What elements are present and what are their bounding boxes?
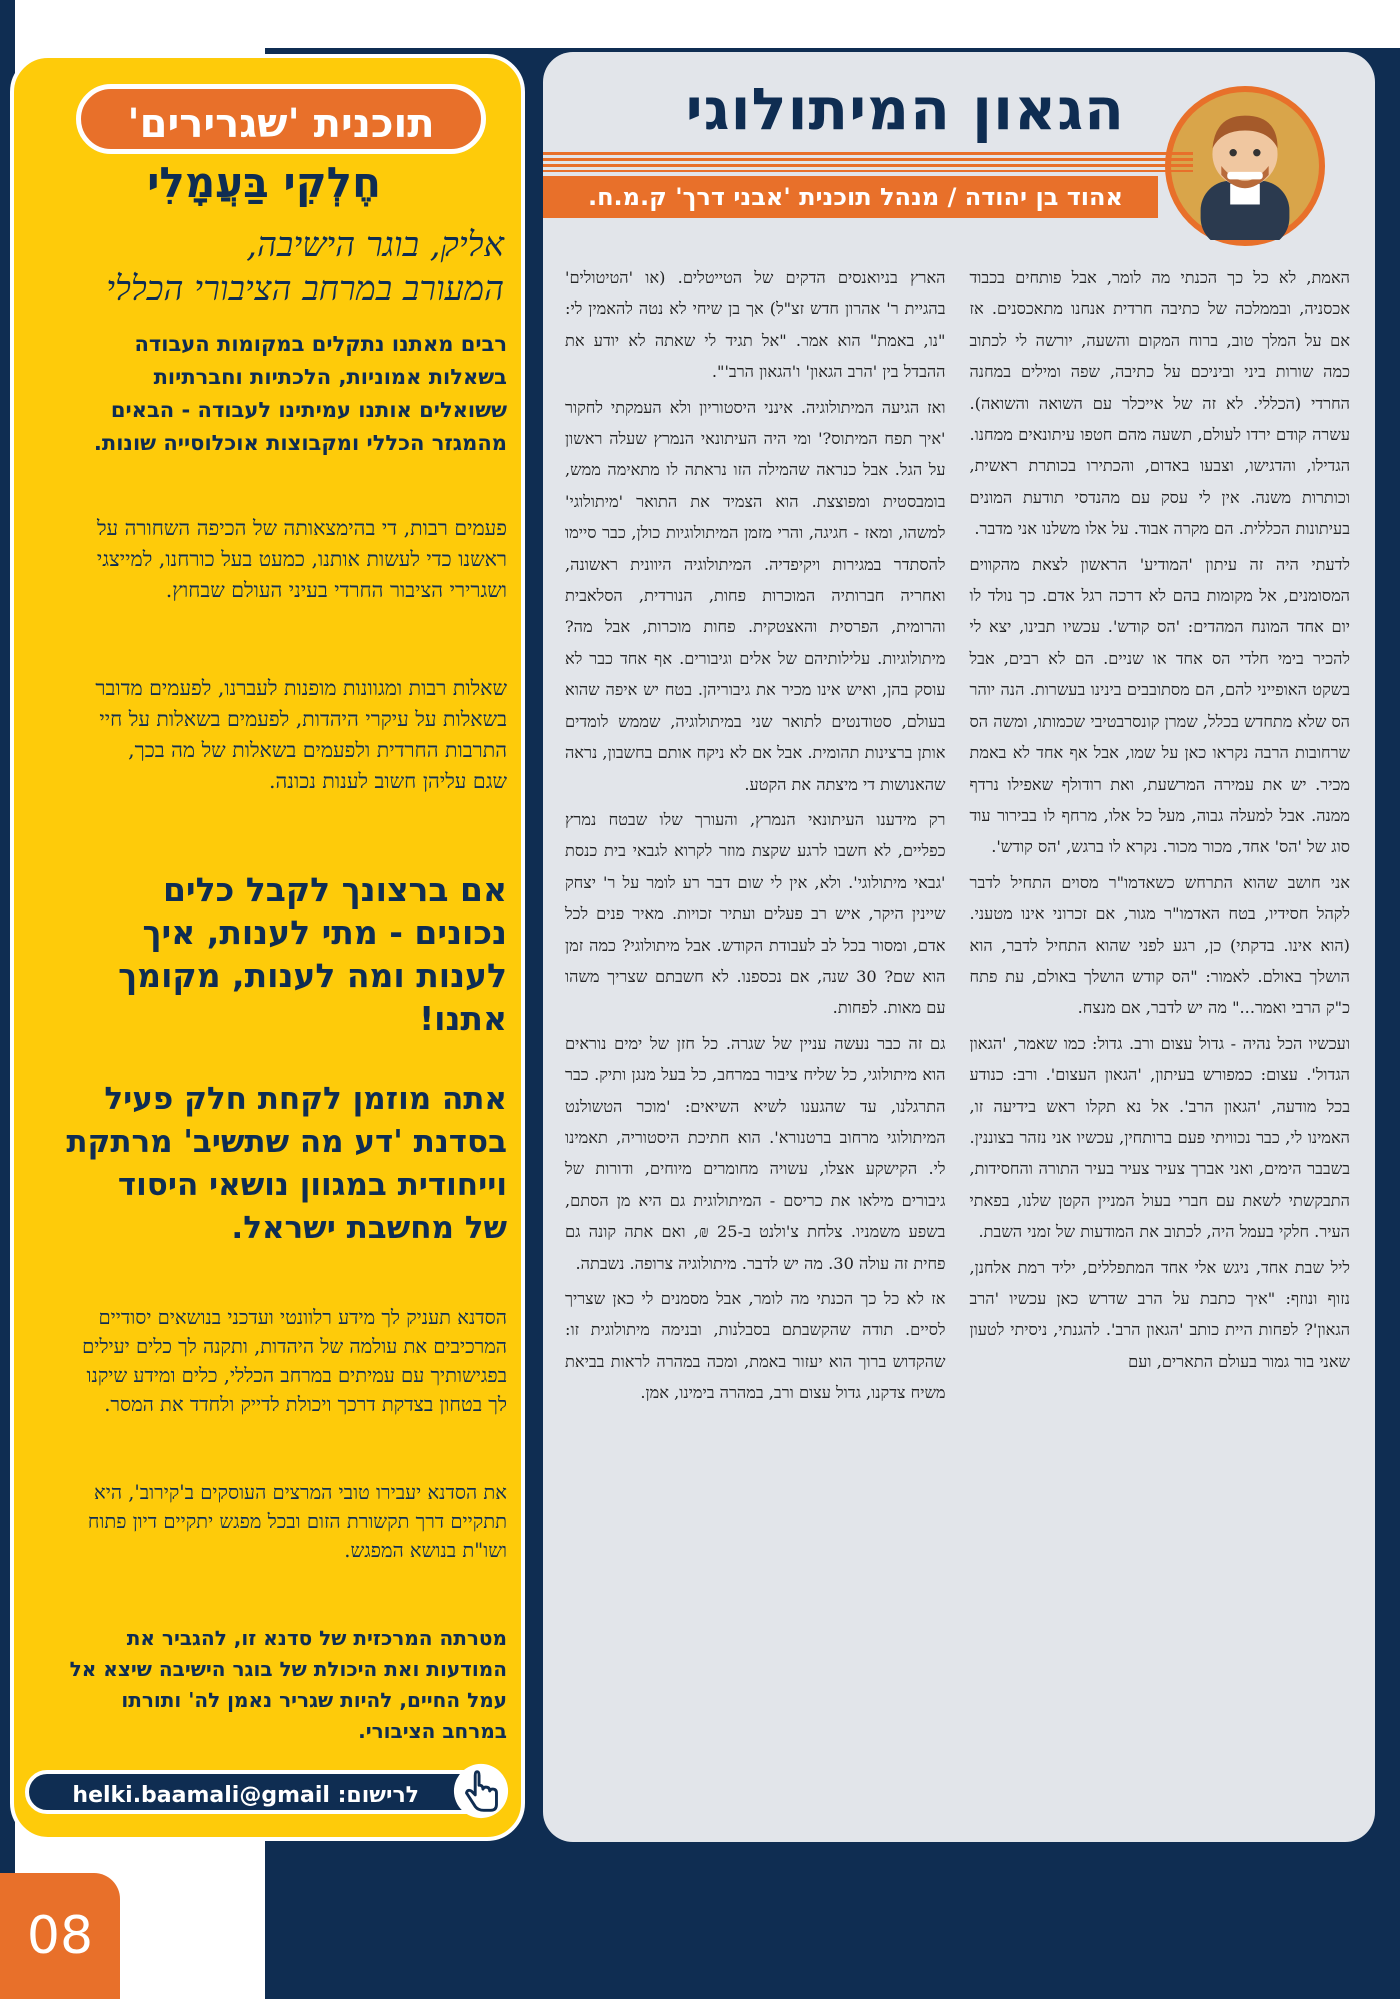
program-description: את הסדנא יעבירו טובי המרצים העוסקים ב'קירוב', היא תתקיים דרך תקשורת הזום ובכל מפגש יתקיים דיון פתוח ושו"ת בנושא המפגש. [87,1481,507,1562]
paragraph: ועכשיו הכל נהיה - גדול עצום ורב. גדול: כמו שאמר, 'הגאון הגדול'. עצום: כמפורש בעיתון, 'הגאון העצום'. ורב: כנודע בכל מודעה, 'הגאון הרב'. אל נא תקלו ראש בידיעה זו, האמינו לי, כבר נכוויתי פעם ברותחין, עכשיו אני נזהר בצוננין. בשבבר הימים, ואני אברך צעיר צעיר בעיר התורה והחסידות, התבקשתי לשאת עם חברי בעול המניין הקטן שלנו, בפאתי העיר. חלקי בעמל היה, לכתוב את המודעות של זמני השבת. [969,1033,1350,1242]
register-email-button[interactable]: לרישום: helki.baamali@gmail [25,1770,503,1814]
article-byline: אהוד בן יהודה / מנהל תוכנית 'אבני דרך' ק.מ.ח. [543,176,1158,218]
invitation-text: אתה מוזמן לקחת חלק פעיל בסדנת 'דע מה שתשיב' מרתקת וייחודית במגוון נושאי היסוד [66,1081,507,1203]
page-number: 08 [0,1873,120,1999]
paragraph: לדעתי היה זה עיתון 'המודיע' הראשון לצאת מהקווים המסומנים, אל מקומות בהם לא דרכה רגל אדם. כך נולד לו יום אחד המונח המהדים: 'הס קודש'. עכשיו תבינו, יצא לי להכיר בימי חלדי הס אחד או שניים. הם לא רבים, אבל בשקט האופייני להם, הם מסתובבים בינינו בעשרות. הנה יוהר הס שלא מתחדש בכלל, שמרן קונסרבטיבי שכמותו, ומשה הס שרחובות הרבה נקראו כאן על שמו, אבל אף אחד לא באמת מכיר. יש את עמירה המרשעת, ואת רודולף שאפילו נרדף ממנה. אבל למעלה גבוה, מעל כל אלו, מרחף לו בבירור עוד סוג של 'הס' אחד, מכור מכור. נקרא לו ברגש, 'הס קודש'. [969,554,1350,857]
program-paragraph: פעמים רבות, די בהימצאותה של הכיפה השחורה על ראשנו כדי לעשות אותנו, כמעט בעל כורחנו, למייצגי ושגרירי הציבור החרדי בעיני העולם שבחוץ. [96,516,507,602]
paragraph: גם זה כבר נעשה עניין של שגרה. כל חזן של ימים נוראים הוא מיתולוגי, כל שליח ציבור במרחב, כל בעל מנגן ותיק. כבר התרגלנו, עד שהגענו לשיא השיאים: 'מוכר הטשולנט המיתולוגי מרחוב ברטנורא'. הוא חתיכת היסטוריה, תאמינו לי. הקישקע אצלו, עשויה מחומרים מיוחים, ודורות של גיבורים מילאו את כריסם - המיתולוגית גם היא מן הסתם, בשפע משמניו. צלחת צ'ולנט ב-25 ₪, ואם אתה קונה גם פחית זה עולה 30. מה יש לדבר. מיתולוגיה צרופה. נשבתה. [565,1033,946,1273]
bottom-white-block [120,1860,265,1999]
program-intro: רבים מאתנו נתקלים במקומות העבודה בשאלות אמוניות, הלכתיות וחברתיות ששואלים אותנו עמיתינו לעבודה - הבאים מהמגזר הכללי ומקבוצות אוכלוסייה שונות. [93,332,507,455]
program-paragraph-text: שגם עליהן חשוב לענות נכונה. [268,769,507,793]
pointer-hand-icon [452,1762,510,1820]
program-subtitle: חֶלְקִי בַּעֲמָלִי [147,158,381,207]
program-tab-title: תוכנית 'שגרירים' [76,84,486,154]
program-invitation [62,1078,507,1250]
article-title: הגאון המיתולוגי [685,75,1125,143]
paragraph: האמת, לא כל כך הכנתי מה לומר, אבל פותחים בכבוד אכסניה, ובממלכה של כתיבה חרדית אנחנו מתאכסנים. אז אם על המלך טוב, ברוח המקום והשעה, יורשה לי לכתוב כמה שורות ביני וביניכם על כתיבה, שפה ומילים במחנה החרדי (הכללי. לא זה של אייכלר עם השואה והשואה). עשרה קודם ירדו לעולם, תשעה מהם חטפו עיתונאים ממחנו. הגדילו, והדגישו, וצבעו באדום, והכתירו בכותרת ראשית, וכותרות משנה. אין לי עסק עם מהנדסי תודעת המונים בעיתונות הכללית. הם מקרה אבוד. על אלו משלנו אני מדבר. [969,268,1350,539]
paragraph: רק מידענו העיתונאי הנמרץ, והעורך שלו שבטח נמרץ כפליים, לא חשבו לרגע שקצת מוזר לקרוא לגבאי בית כנסת 'גבאי מיתולוגי'. ולא, אין לי שום דבר רע לומר על ר' יצחק שיינין היקר, איש רב פעלים ועתיר זכויות. מאיר פנים לכל אדם, ומסור בכל לב לעבודת הקודש. אבל מיתולוגי? כמה זמן הוא שם? 30 שנה, אם נכספנו. לא חשבתם שצריך משהו עם מאות. לפחות. [565,809,946,1018]
paragraph: ואז הגיעה המיתולוגיה. אינני היסטוריון ולא העמקתי לחקור 'איך תפח המיתוס?' ומי היה העיתונאי הנמרץ שעלה ראשון על הגל. אבל כנראה שהמילה הזו נראתה לו מתאימה ממש, בומבסטית ומפוצצת. הוא הצמיד את התואר 'מיתולוגי' למשהו, ומאז - חגיגה, והרי מזמן המיתולוגיות כולן, כבר סיימו להסתדר במגירות ויקיפדיה. המיתולוגיה היוונית ראשונה, ואחריה חברותיה המוכרות פחות, הנורדית, הסלאבית והרומית, הפרסית והאצטקית. פחות מוכרות, אבל מה? מיתולוגיות. עלילותיהם של אלים וגיבורים. אף אחד כבר לא עוסק בהן, ואיש אינו מכיר את גיבוריהן. בטח יש איפה שהוא בעולם, סטודנטים לתואר שני במיתולוגיה, שממש לומדים אותן ברצינות תהומית. אבל אם לא ניקח אותם בחשבון, נראה שהאנושות די מיצתה את הקטע. [565,397,946,794]
paragraph: הארץ בניואנסים הדקים של הטייטלים. (או 'הטיטולים' בהגיית ר' אהרון חדש זצ"ל) אך בן שיחי לא נטה להאמין לי: "נו, באמת" הוא אמר. "אל תגיד לי שאתה לא יודע את ההבדל בין 'הרב הגאון' ו'הגאון הרב'". [565,268,946,382]
program-callout: אם ברצונך לקבל כלים נכונים - מתי לענות, איך לענות ומה לענות, מקומך אתנו! [118,870,507,1038]
invitation-text: של מחשבת ישראל. [231,1210,507,1246]
paragraph: ליל שבת אחד, ניגש אלי אחד המתפללים, יליד רמת אלחנן, נזוף ונוזף: "איך כתבת על הרב שדרש כאן עכשיו 'הרב הגאון'? לפחות היית כותב 'הגאון הרב'. להגנתי, ניסיתי לטעון שאני בור גמור בעולם התארים, ועם [969,1257,1350,1371]
article-body [565,262,1350,1822]
article-column-right [970,262,1351,1822]
decorative-stripes [543,152,1193,172]
program-paragraph-text: שאלות רבות ומגוונות מופנות לעברנו, לפעמים מדובר בשאלות על עיקרי היהדות, לפעמים בשאלות על חיי התרבות החרדית ולפעמים בשאלות של מה בכך, [95,676,507,762]
handwritten-caption [54,223,504,311]
caption-line: המעורב במרחב הציבורי הכללי [106,269,504,309]
program-description: הסדנא תעניק לך מידע רלוונטי ועדכני בנושאים יסודיים המרכיבים את עולמה של היהדות, ותקנה לך כלים יעילים בפגישותיך עם עמיתים במרחב הכללי, כלים ומידע שיקנו לך בטחון בצדקת דרכך ויכולת לדייק ולחדד את המסר. [82,1306,507,1416]
program-panel [10,54,525,1841]
article-column-left [565,262,946,1822]
program-paragraph [62,673,507,797]
paragraph: אז לא כל כך הכנתי מה לומר, אבל מסמנים לי כאן שצריך לסיים. תודה שהקשבתם בסבלנות, ובנימה מיתולוגית זו: שהקדוש ברוך הוא יעזור באמת, ומכה במהרה לראות בביאת משיח צדקנו, גדול עצום ורב, במהרה בימינו, אמן. [565,1289,946,1403]
paragraph: אני חושב שהוא התרחש כשאדמו"ר מסוים התחיל לדבר לקהל חסידיו, בטח האדמו"ר מגור, אם זכרוני אינו מטעני. (הוא אינו. בדקתי) כן, רגע לפני שהוא התחיל לדבר, הוא הושלך באולם. לאמור: "הס קודש הושלך באולם, עת פתח כ"ק הרבי ואמר..." מה יש לדבר, אם מנצח. [969,872,1350,1018]
program-goal: מטרתה המרכזית של סדנא זו, להגביר את המודעות ואת היכולת של בוגר הישיבה שיצא אל עמל החיים, להיות שגריר נאמן לה' ותורתו במרחב הציבורי. [69,1626,507,1743]
caption-line: אליק, בוגר הישיבה, [246,225,504,265]
article-panel [543,52,1375,1842]
